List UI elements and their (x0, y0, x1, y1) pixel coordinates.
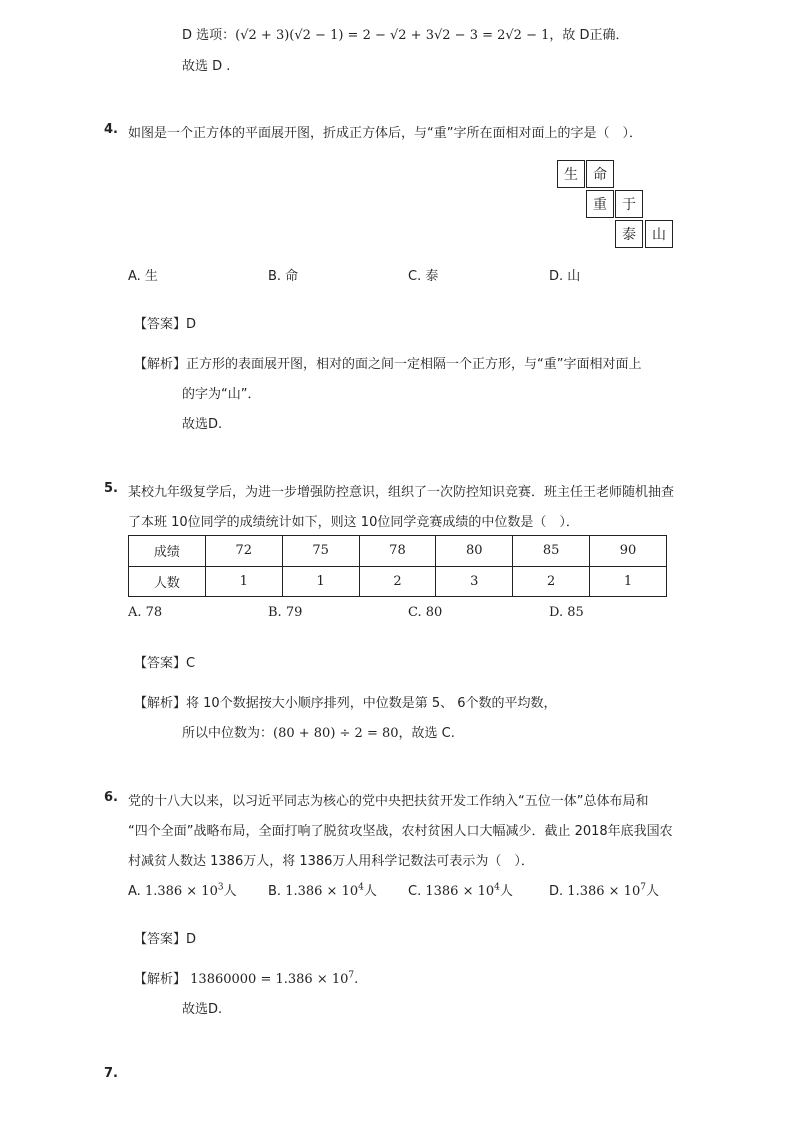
option-unit: 人 (499, 884, 513, 899)
q5-analysis-line2 (182, 722, 455, 741)
q5-option-c: C. 80 (408, 605, 443, 620)
option-label: C. (408, 884, 422, 899)
table-cell: 人数 (129, 566, 206, 597)
analysis-exponent: 7 (348, 970, 355, 981)
analysis-label: 【解析】 (134, 972, 187, 987)
analysis-label: 【解析】 (134, 696, 187, 711)
analysis-text: 正方形的表面展开图，相对的面之间一定相隔一个正方形，与“重”字面相对面上 (186, 357, 642, 372)
prev-d-option (182, 24, 629, 43)
option-math: 1386 × 10 (425, 884, 495, 899)
question-4-stem: 如图是一个正方体的平面展开图，折成正方体后，与“重”字所在面相对面上的字是（ ）． (128, 126, 642, 141)
answer-value: D (186, 317, 197, 332)
q6-option-b (268, 880, 377, 899)
option-label: A. (128, 884, 141, 899)
q5-analysis (134, 692, 557, 711)
analysis-math: (80 + 80) ÷ 2 = 80 (273, 726, 399, 741)
answer-label: 【答案】 (134, 317, 187, 332)
q4-conclusion: 故选D. (182, 417, 223, 432)
table-cell: 3 (436, 566, 513, 597)
answer-label: 【答案】 (134, 656, 187, 671)
net-cell: 命 (586, 160, 614, 188)
q6-analysis (134, 968, 358, 987)
option-unit: 人 (645, 884, 659, 899)
table-cell: 1 (282, 566, 359, 597)
question-5-stem-line2: 了本班 10位同学的成绩统计如下，则这 10位同学竞赛成绩的中位数是（ ）． (128, 515, 579, 530)
table-cell: 2 (359, 566, 436, 597)
score-table (128, 535, 667, 597)
option-exponent: 3 (217, 882, 224, 893)
table-cell: 85 (513, 536, 590, 567)
question-7-number: 7. (104, 1066, 118, 1081)
table-row (129, 536, 667, 567)
table-cell: 90 (590, 536, 667, 567)
q4-answer (134, 313, 196, 332)
answer-value: D (186, 932, 197, 947)
q4-option-b: B. 命 (268, 269, 299, 284)
q4-option-a: A. 生 (128, 269, 158, 284)
analysis-text: 将 10个数据按大小顺序排列，中位数是第 5、 6个数的平均数， (186, 696, 557, 711)
analysis-prefix: 所以中位数为： (182, 726, 274, 741)
question-6-stem-line2: “四个全面”战略布局，全面打响了脱贫攻坚战，农村贫困人口大幅减少．截止 2018年底我国农 (128, 824, 673, 839)
table-cell: 80 (436, 536, 513, 567)
table-cell: 1 (590, 566, 667, 597)
option-exponent: 4 (358, 882, 364, 893)
option-exponent: 7 (640, 882, 646, 893)
table-cell: 成绩 (129, 536, 206, 567)
question-5-number: 5. (104, 481, 118, 496)
option-math: 1.386 × 10 (285, 884, 359, 899)
option-exponent: 4 (494, 882, 500, 893)
option-math: 1.386 × 10 (567, 884, 641, 899)
net-cell: 生 (557, 160, 585, 188)
option-label: B. (268, 884, 282, 899)
analysis-math: 13860000 = 1.386 × 10 (190, 972, 349, 987)
q5-option-b: B. 79 (268, 605, 303, 620)
question-6-stem-line1: 党的十八大以来，以习近平同志为核心的党中央把扶贫开发工作纳入“五位一体”总体布局和 (128, 794, 649, 809)
q5-option-d: D. 85 (549, 605, 584, 620)
question-6-stem-line3: 村减贫人数达 1386万人，将 1386万人用科学记数法可表示为（ ）． (128, 854, 534, 869)
answer-value: C (186, 656, 196, 671)
q6-option-d (549, 880, 659, 899)
question-4-number: 4. (104, 122, 118, 137)
q4-analysis (134, 353, 642, 372)
q6-conclusion: 故选D. (182, 1002, 223, 1017)
net-cell: 泰 (615, 220, 643, 248)
q5-answer (134, 652, 195, 671)
q4-option-c: C. 泰 (408, 269, 439, 284)
analysis-label: 【解析】 (134, 357, 187, 372)
net-cell: 重 (586, 190, 614, 218)
q6-option-a (128, 880, 237, 899)
option-label: D. (549, 884, 564, 899)
table-cell: 2 (513, 566, 590, 597)
table-row (129, 566, 667, 597)
answer-label: 【答案】 (134, 932, 187, 947)
q6-option-c (408, 880, 513, 899)
prev-d-option-suffix: ，故 D正确． (549, 28, 629, 43)
table-cell: 78 (359, 536, 436, 567)
option-math: 1.386 × 10 (144, 884, 218, 899)
option-unit: 人 (363, 884, 377, 899)
prev-conclusion: 故选 D . (182, 59, 231, 74)
q4-option-d: D. 山 (549, 269, 581, 284)
analysis-suffix: . (354, 972, 359, 987)
q4-analysis-line2: 的字为“山”． (182, 387, 261, 402)
question-6-number: 6. (104, 790, 118, 805)
table-cell: 72 (205, 536, 282, 567)
question-5-stem-line1: 某校九年级复学后，为进一步增强防控意识，组织了一次防控知识竞赛．班主任王老师随机抽查 (128, 485, 675, 500)
prev-d-option-math: (√2 + 3)(√2 − 1) = 2 − √2 + 3√2 − 3 = 2√2 − 1 (235, 28, 550, 43)
table-cell: 75 (282, 536, 359, 567)
net-cell: 于 (615, 190, 643, 218)
analysis-suffix: ，故选 C. (398, 726, 455, 741)
prev-d-option-prefix: D 选项： (182, 28, 236, 43)
q6-answer (134, 928, 196, 947)
net-cell: 山 (645, 220, 673, 248)
table-cell: 1 (205, 566, 282, 597)
q5-option-a: A. 78 (128, 605, 163, 620)
option-unit: 人 (223, 884, 237, 899)
